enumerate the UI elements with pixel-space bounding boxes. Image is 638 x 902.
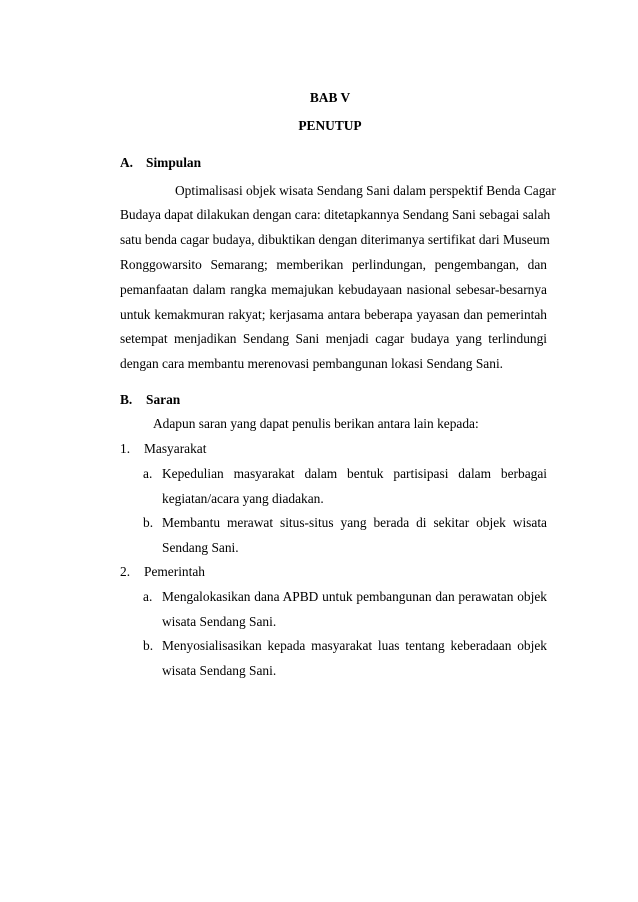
section-a-heading: Simpulan [146, 155, 202, 170]
section-a-line: setempat menjadikan Sendang Sani menjadi cagar budaya yang terlindungi [120, 331, 547, 346]
sub-item-line: Sendang Sani. [162, 540, 239, 555]
chapter-title: PENUTUP [298, 118, 362, 133]
sub-item-marker: a. [143, 589, 153, 604]
sub-item-line: kegiatan/acara yang diadakan. [162, 491, 324, 506]
sub-item-line: Menyosialisasikan kepada masyarakat luas tentang keberadaan objek [162, 638, 547, 653]
section-a-line: pemanfaatan dalam rangka memajukan kebudayaan nasional sebesar-besarnya [120, 282, 547, 297]
list-item-marker: 2. [120, 564, 131, 579]
section-a-line: dengan cara membantu merenovasi pembangunan lokasi Sendang Sani. [120, 356, 504, 371]
section-a-line: Budaya dapat dilakukan dengan cara: ditetapkannya Sendang Sani sebagai salah [120, 207, 551, 222]
sub-item-line: Mengalokasikan dana APBD untuk pembangunan dan perawatan objek [162, 589, 547, 604]
section-b-marker: B. [120, 392, 133, 407]
sub-item-marker: b. [143, 515, 154, 530]
sub-item-line: wisata Sendang Sani. [162, 614, 277, 629]
section-a-line: satu benda cagar budaya, dibuktikan dengan diterimanya sertifikat dari Museum [120, 232, 550, 247]
sub-item-marker: a. [143, 466, 153, 481]
list-item-marker: 1. [120, 441, 131, 456]
sub-item-line: Membantu merawat situs-situs yang berada di sekitar objek wisata [162, 515, 547, 530]
section-a-line: untuk kemakmuran rakyat; kerjasama antara beberapa yayasan dan pemerintah [120, 307, 547, 322]
section-a-marker: A. [120, 155, 134, 170]
sub-item-line: wisata Sendang Sani. [162, 663, 277, 678]
sub-item-marker: b. [143, 638, 154, 653]
chapter-number: BAB V [309, 90, 351, 105]
sub-item-line: Kepedulian masyarakat dalam bentuk partisipasi dalam berbagai [162, 466, 547, 481]
section-a-line: Ronggowarsito Semarang; memberikan perlindungan, pengembangan, dan [120, 257, 547, 272]
list-item-label: Pemerintah [144, 564, 205, 579]
section-a-line: Optimalisasi objek wisata Sendang Sani dalam perspektif Benda Cagar [175, 183, 556, 198]
section-b-intro: Adapun saran yang dapat penulis berikan antara lain kepada: [153, 416, 479, 431]
list-item-label: Masyarakat [144, 441, 207, 456]
section-b-heading: Saran [146, 392, 181, 407]
